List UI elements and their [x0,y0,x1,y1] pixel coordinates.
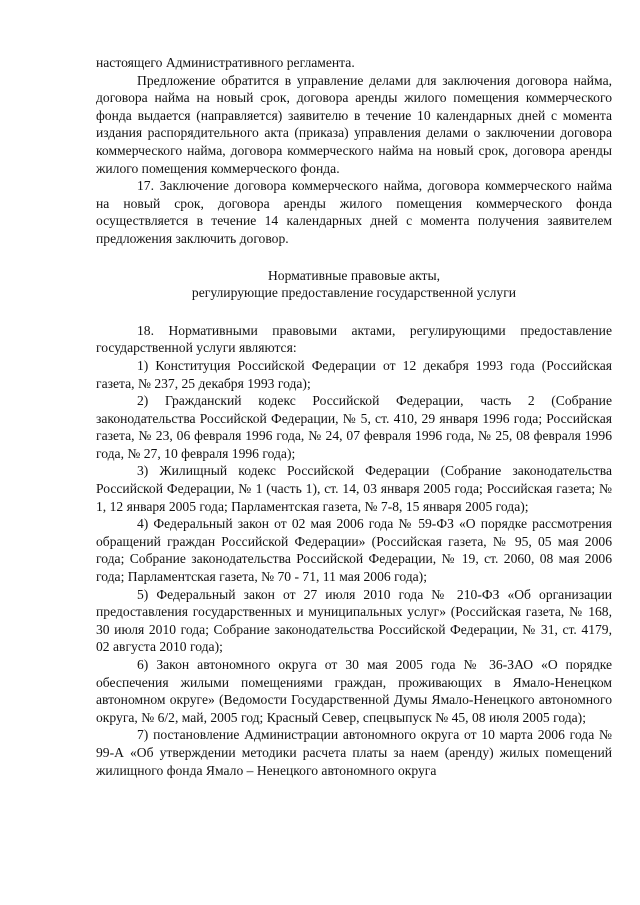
section-heading-line-2: регулирующие предоставление государственной услуги [191,285,517,301]
section-heading [96,267,612,302]
list-item-federal-law-59: 4) Федеральный закон от 02 мая 2006 года № 59-ФЗ «О порядке рассмотрения обращений граждан Российской Федерации» (Российская газета, № 95, 05 мая 2006 года; Собрание законодательства Российской Федерации, № 19, ст. 2060, 08 мая 2006 года; Парламентская газета, № 70 - 71, 11 мая 2006 года); [96,516,612,585]
list-item-regional-law-36: 6) Закон автономного округа от 30 мая 2005 года № 36-ЗАО «О порядке обеспечения жилыми помещениями граждан, проживающих в Ямало-Ненецком автономном округе» (Ведомости Государственной Думы Ямало-Ненецкого автономного округа, № 6/2, май, 2005 год; Красный Север, спецвыпуск № 45, 08 июля 2005 года); [96,657,612,725]
paragraph-regulation-continuation: настоящего Административного регламента. [96,55,355,70]
list-item-resolution-99a: 7) постановление Администрации автономного округа от 10 марта 2006 года № 99-А «Об утверждении методики расчета платы за наем (аренду) жилых помещений жилищного фонда Ямало – Ненецкого автономного округа [96,727,612,778]
document-body [96,54,612,779]
section-heading-line-1: Нормативные правовые акты, [267,267,440,283]
list-item-housing-code: 3) Жилищный кодекс Российской Федерации (Собрание законодательства Российской Федерации, № 1 (часть 1), ст. 14, 03 января 2005 года; Российская газета; № 1, 12 января 2005 года; Парламентская газета, № 7-8, 15 января 2005 года); [96,463,612,514]
paragraph-proposal-issuance: Предложение обратится в управление делами для заключения договора найма, договора найма на новый срок, договора аренды жилого помещения коммерческого фонда выдается (направляется) заявителю в течение 10 календарных дней с момента издания распорядительного акта (приказа) управления делами о заключении договора коммерческого найма, договора коммерческого найма на новый срок, договора аренды жилого помещения коммерческого фонда. [96,72,612,176]
list-item-federal-law-210: 5) Федеральный закон от 27 июля 2010 года № 210-ФЗ «Об организации предоставления государственных и муниципальных услуг» (Российская газета, № 168, 30 июля 2010 года; Собрание законодательства Российской Федерации, № 31, ст. 4179, 02 августа 2010 года); [96,586,612,655]
paragraph-17-contract-conclusion: 17. Заключение договора коммерческого найма, договора коммерческого найма на новый срок, договора аренды жилого помещения коммерческого фонда осуществляется в течение 14 календарных дней с момента получения заявителем предложения заключить договор. [96,178,612,246]
list-item-constitution: 1) Конституция Российской Федерации от 12 декабря 1993 года (Российская газета, № 237, 25 декабря 1993 года); [96,357,612,391]
list-item-civil-code: 2) Гражданский кодекс Российской Федерации, часть 2 (Собрание законодательства Российской Федерации, № 5, ст. 410, 29 января 1996 года; Российская газета, № 23, 06 февраля 1996 года, № 24, 07 февраля 1996 года, № 25, 08 февраля 1996 года, № 27, 10 февраля 1996 года); [96,393,612,461]
paragraph-18-legal-acts: 18. Нормативными правовыми актами, регулирующими предоставление государственной услуги являются: [96,322,612,356]
